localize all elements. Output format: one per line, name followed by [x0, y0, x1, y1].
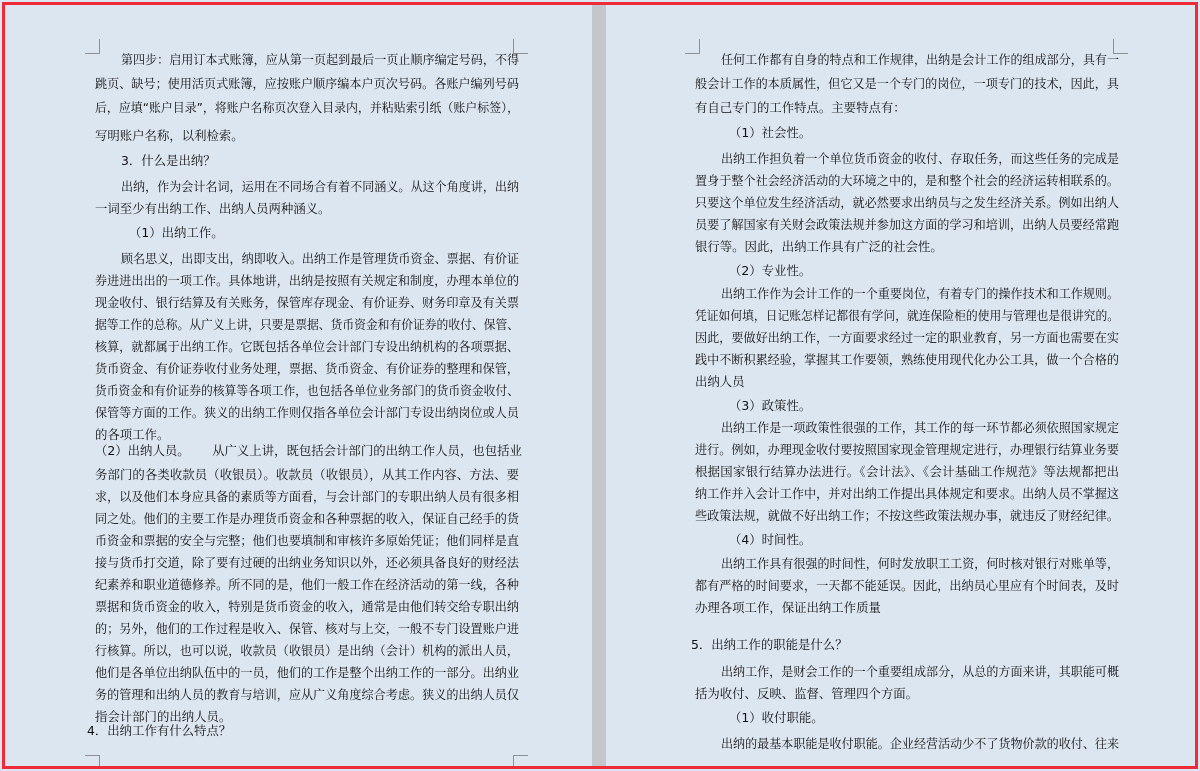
right_page-line: 纳工作并入会计工作中，并对出纳工作提出具体规定和要求。出纳人员不掌握这 [695, 486, 1119, 501]
left_page-line: 指会计部门的出纳人员。 [95, 709, 232, 724]
crop-mark-bottom-right [513, 755, 528, 766]
left_page-line: 求，以及他们本身应具备的素质等方面看，与会计部门的专职出纳人员有很多相 [95, 489, 519, 504]
left_page-line: 货币资金和有价证券的核算等各项工作，也包括各单位业务部门的货币资金收付、 [95, 383, 519, 398]
crop-mark-bottom-left [85, 755, 100, 766]
right_page-line: （1）社会性。 [729, 125, 812, 140]
right_page-line: 般会计工作的本质属性，但它又是一个专门的岗位，一项专门的技术，因此，具 [695, 76, 1119, 91]
left_page-line: 票据和货币资金的收入，特别是货币资金的收入，通常是由他们转交给专职出纳 [95, 599, 519, 614]
left_page-line: 接与货币打交道，除了要有过硬的出纳业务知识以外，还必须具备良好的财经法 [95, 555, 519, 570]
right_page-line: 出纳的最基本职能是收付职能。企业经营活动少不了货物价款的收付、往来 [721, 736, 1119, 751]
right_page-line: 践中不断积累经验，掌握其工作要领，熟练使用现代化办公工具，做一个合格的 [695, 352, 1119, 367]
left_page-line: 现金收付、银行结算及有关账务，保管库存现金、有价证券、财务印章及有关票 [95, 295, 519, 310]
left_page-line: 核算，就都属于出纳工作。它既包括各单位会计部门专设出纳机构的各项票据、 [95, 339, 519, 354]
left_page-line: 3．什么是出纳？ [121, 153, 216, 168]
right_page-line: （1）收付职能。 [729, 710, 824, 725]
left_page-line: 的各项工作。 [95, 427, 170, 442]
left_page-line: 行核算。所以，也可以说，收款员（收银员）是出纳（会计）机构的派出人员， [95, 643, 519, 658]
left_page-line: 据等工作的总称。从广义上讲，只要是票据、货币资金和有价证券的收付、保管、 [95, 317, 519, 332]
left_page-line: 写明账户名称，以利检索。 [95, 128, 244, 143]
left_page-line: 4．出纳工作有什么特点？ [87, 723, 232, 738]
left_page-line: 务部门的各类收款员（收银员）。收款员（收银员），从其工作内容、方法、要 [95, 467, 520, 482]
right_page-line: 凭证如何填，日记账怎样记都很有学问，就连保险柜的使用与管理也是很讲究的。 [695, 308, 1119, 323]
right_page-line: （4）时间性。 [729, 532, 812, 547]
right_page-line: 些政策法规，就做不好出纳工作；不按这些政策法规办事，就违反了财经纪律。 [695, 508, 1119, 523]
page-gutter [592, 5, 606, 766]
left-page [5, 5, 592, 766]
left_page-line: 保管等方面的工作。狭义的出纳工作则仅指各单位会计部门专设出纳岗位或人员 [95, 405, 519, 420]
left_page-line: 纪素养和职业道德修养。所不同的是，他们一般工作在经济活动的第一线，各种 [95, 577, 519, 592]
right_page-line: 都有严格的时间要求，一天都不能延误。因此，出纳员心里应有个时间表，及时 [695, 578, 1119, 593]
right_page-line: （3）政策性。 [729, 398, 812, 413]
right_page-line: 括为收付、反映、监督、管理四个方面。 [695, 686, 919, 701]
crop-mark-top-left [685, 39, 700, 54]
right_page-line: 员要了解国家有关财会政策法规并参加这方面的学习和培训，出纳人员要经常跑 [695, 217, 1119, 232]
right_page-line: 出纳工作具有很强的时间性，何时发放职工工资，何时核对银行对账单等， [721, 556, 1119, 571]
left_page-line: 货币资金、有价证券收付业务处理，票据、货币资金、有价证券的整理和保管， [95, 361, 519, 376]
document-view [2, 2, 1198, 769]
left_page-line: 务的管理和出纳人员的教育与培训，应从广义角度综合考虑。狭义的出纳人员仅 [95, 687, 519, 702]
right_page-line: 出纳工作，是财会工作的一个重要组成部分，从总的方面来讲，其职能可概 [721, 664, 1119, 679]
left_page-line: 券进进出出的一项工作。具体地讲，出纳是按照有关规定和制度，办理本单位的 [95, 273, 519, 288]
left_page-line: 第四步：启用订本式账簿，应从第一页起到最后一页止顺序编定号码，不得 [121, 52, 519, 67]
right_page-line: 有自己专门的工作特点。主要特点有： [695, 100, 906, 115]
left_page-line: 顾名思义，出即支出，纳即收入。出纳工作是管理货币资金、票据、有价证 [121, 251, 519, 266]
right_page-line: 因此，要做好出纳工作，一方面要求经过一定的职业教育，另一方面也需要在实 [695, 330, 1119, 345]
crop-mark-top-left [85, 39, 100, 54]
left_page-line: 一词至少有出纳工作、出纳人员两种涵义。 [95, 201, 331, 216]
right_page-line: 进行。例如，办理现金收付要按照国家现金管理规定进行，办理银行结算业务要 [695, 442, 1119, 457]
right_page-line: 出纳工作作为会计工作的一个重要岗位，有着专门的操作技术和工作规则。 [721, 286, 1119, 301]
right_page-line: 置身于整个社会经济活动的大环境之中的，是和整个社会的经济运转相联系的。 [695, 173, 1119, 188]
left_page-line: 出纳，作为会计名词，运用在不同场合有着不同涵义。从这个角度讲，出纳 [121, 179, 519, 194]
left_page-line: 的；另外，他们的工作过程是收入、保管、核对与上交，一般不专门设置账户进 [95, 621, 519, 636]
left_page-line: 跳页、缺号；使用活页式账簿，应按账户顺序编本户页次号码。各账户编列号码 [95, 76, 519, 91]
left_page-line: 币资金和票据的安全与完整；他们也要填制和审核许多原始凭证；他们同样是直 [95, 533, 519, 548]
left_page-line: 同之处。他们的主要工作是办理货币资金和各种票据的收入，保证自己经手的货 [95, 511, 519, 526]
left_page-line: 后，应填“账户目录”，将账户名称页次登入目录内，并粘贴索引纸（账户标签）， [95, 100, 519, 115]
left_page-line: （2）出纳人员。 从广义上讲，既包括会计部门的出纳工作人员，也包括业 [95, 443, 522, 458]
left_page-line: 他们是各单位出纳队伍中的一员，他们的工作是整个出纳工作的一部分。出纳业 [95, 665, 519, 680]
right_page-line: 5．出纳工作的职能是什么？ [691, 637, 848, 652]
right_page-line: 只要这个单位发生经济活动，就必然要求出纳员与之发生经济关系。例如出纳人 [695, 195, 1119, 210]
left_page-line: （1）出纳工作。 [129, 225, 224, 240]
right_page-line: 出纳人员 [695, 374, 745, 389]
right_page-line: 根据国家银行结算办法进行。《会计法》、《会计基础工作规范》等法规都把出 [695, 464, 1120, 479]
right_page-line: 出纳工作担负着一个单位货币资金的收付、存取任务，而这些任务的完成是 [721, 151, 1119, 166]
right_page-line: （2）专业性。 [729, 263, 812, 278]
right_page-line: 银行等。因此，出纳工作具有广泛的社会性。 [695, 239, 943, 254]
right-page [606, 5, 1195, 766]
right_page-line: 办理各项工作，保证出纳工作质量 [695, 600, 881, 615]
right_page-line: 出纳工作是一项政策性很强的工作，其工作的每一环节都必须依照国家规定 [721, 420, 1119, 435]
right_page-line: 任何工作都有自身的特点和工作规律，出纳是会计工作的组成部分，具有一 [721, 52, 1119, 67]
